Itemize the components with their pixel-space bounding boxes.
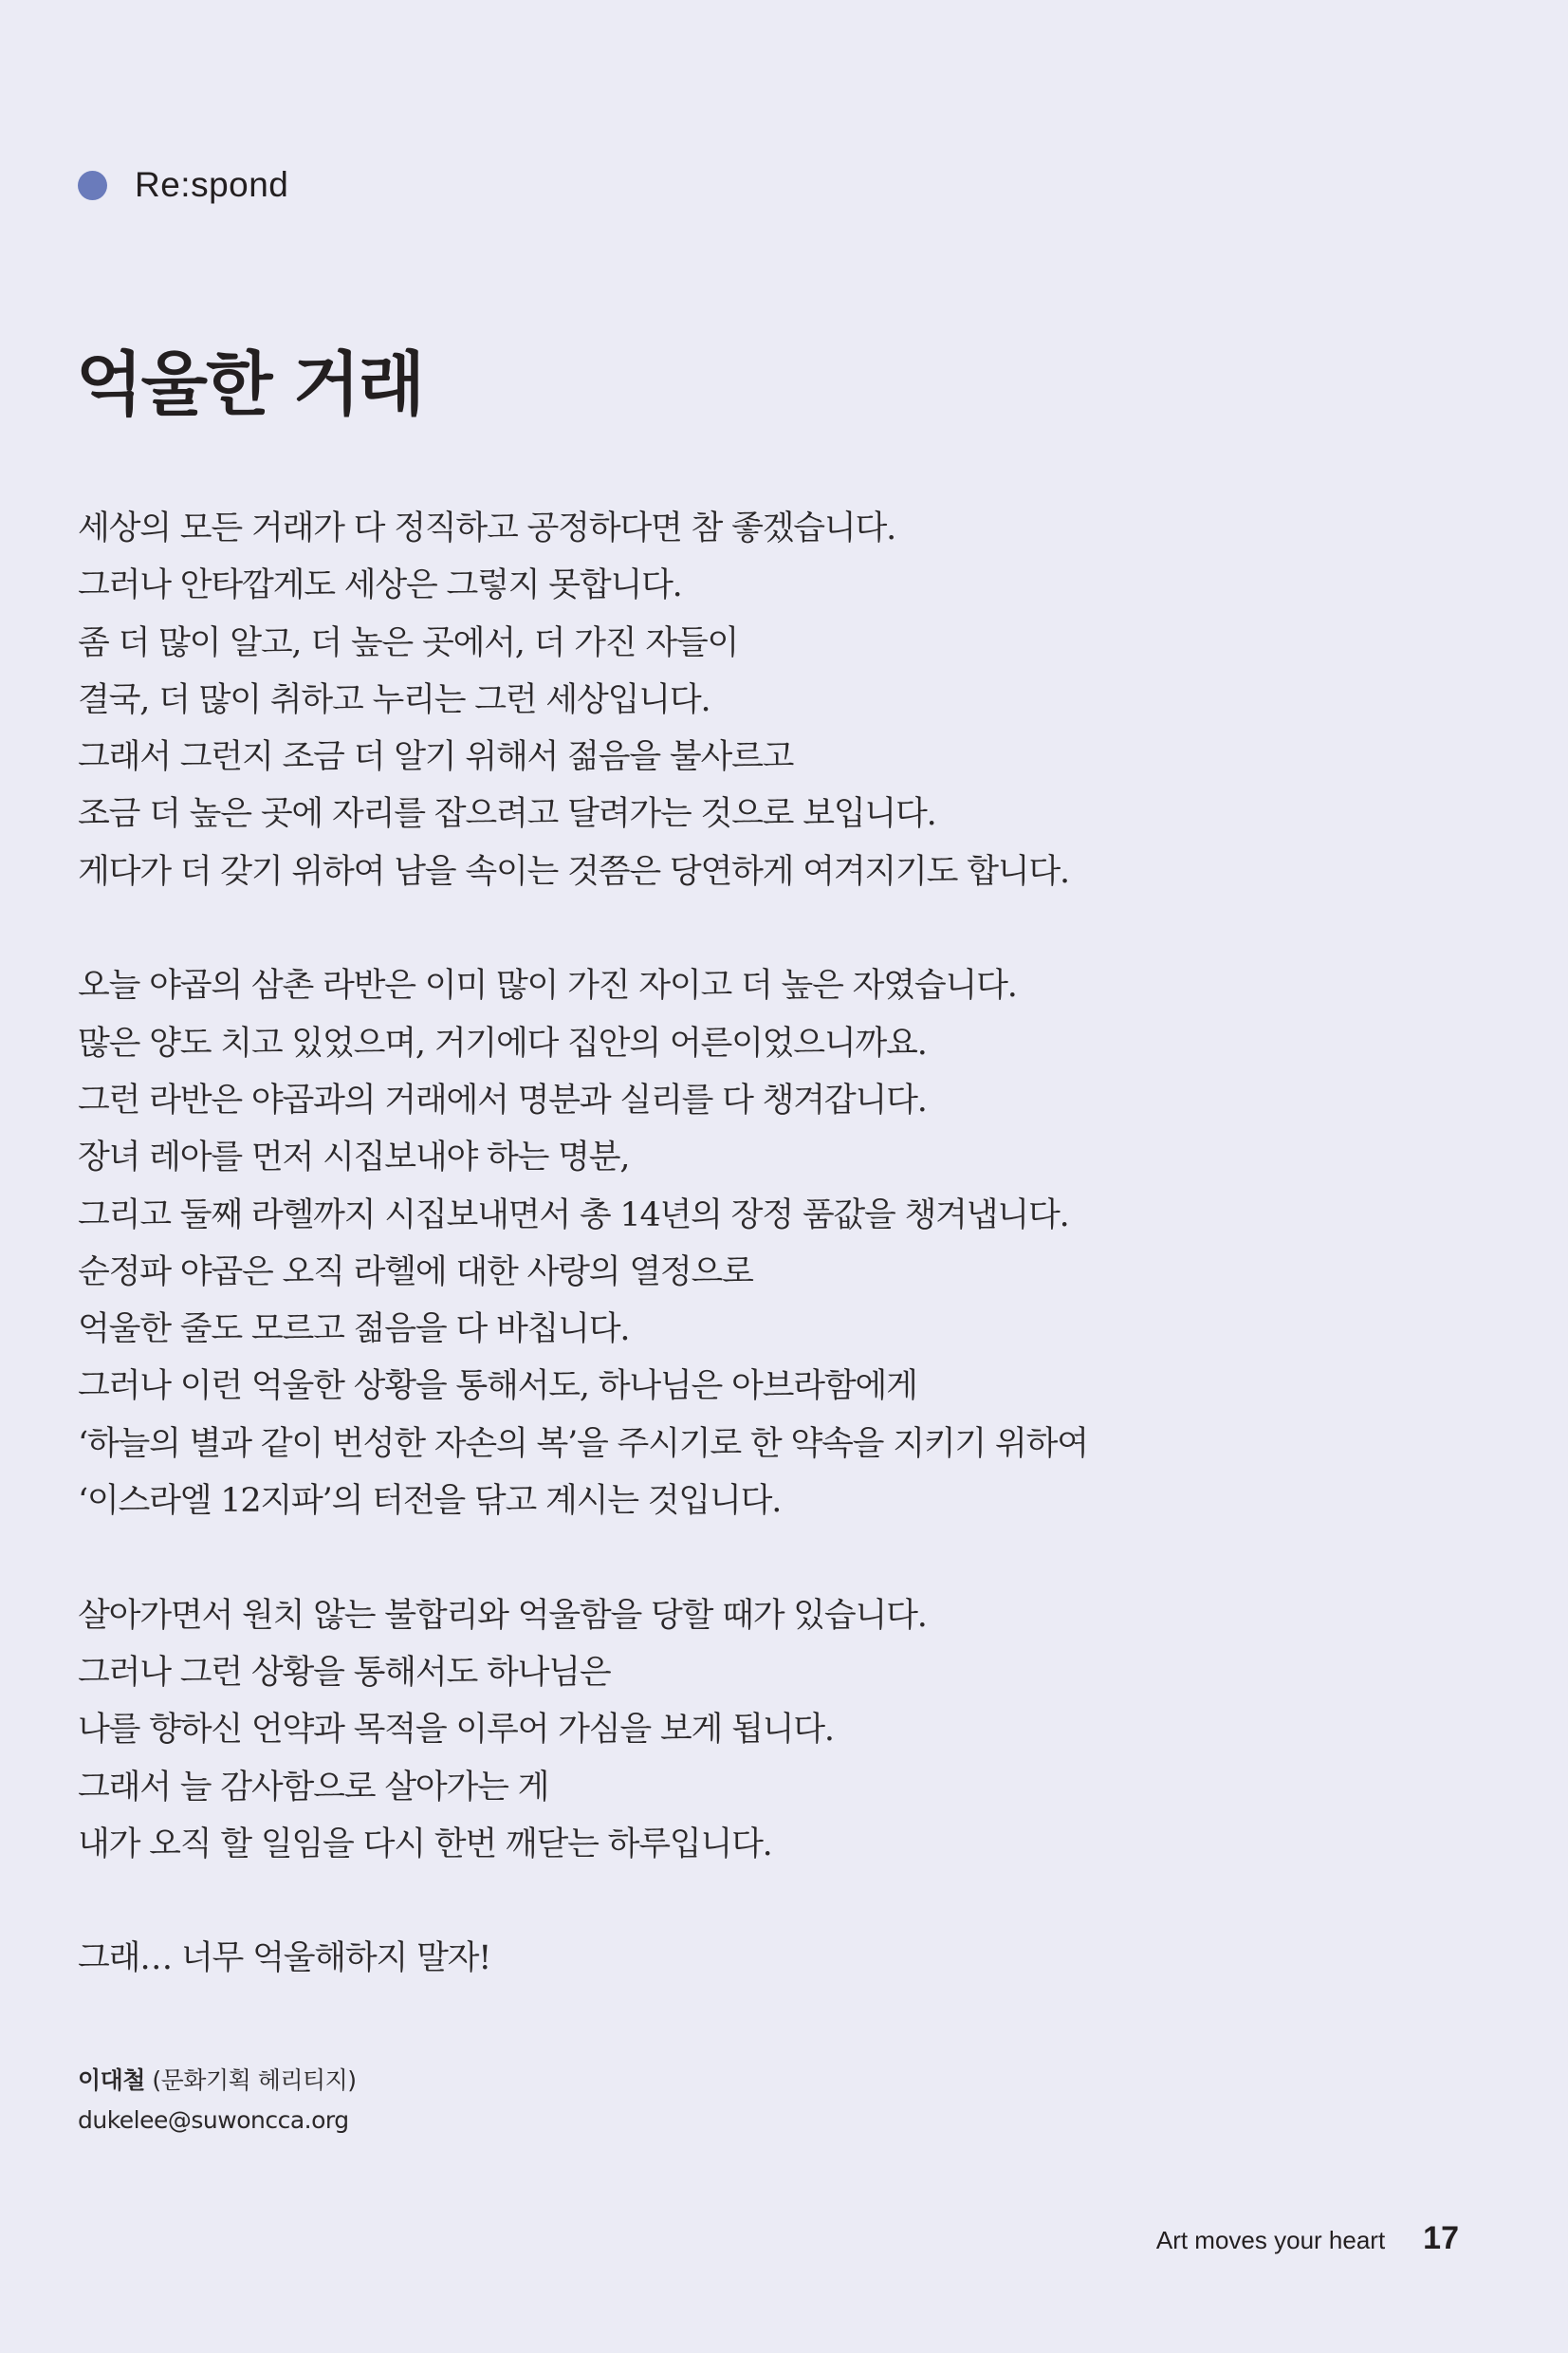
author-name: 이대철: [78, 2066, 145, 2094]
paragraph-line: 조금 더 높은 곳에 자리를 잡으려고 달려가는 것으로 보입니다.: [78, 795, 936, 834]
author-affiliation: (문화기획 헤리티지): [152, 2066, 357, 2094]
author-line: [78, 2061, 357, 2101]
paragraph-line: ‘하늘의 별과 같이 번성한 자손의 복’을 주시기로 한 약속을 지키기 위하여: [78, 1424, 1088, 1463]
paragraph-line: 순정파 야곱은 오직 라헬에 대한 사랑의 열정으로: [78, 1252, 753, 1291]
paragraph-line: 살아가면서 원치 않는 불합리와 억울함을 당할 때가 있습니다.: [78, 1596, 927, 1635]
article-paragraph: [78, 500, 1197, 900]
paragraph-line: 그러나 그런 상황을 통해서도 하나님은: [78, 1653, 611, 1692]
paragraph-line: 나를 향하신 언약과 목적을 이루어 가심을 보게 됩니다.: [78, 1711, 834, 1750]
section-tag: [78, 157, 288, 213]
paragraph-line: 장녀 레아를 먼저 시집보내야 하는 명분,: [78, 1139, 630, 1177]
page-footer: [1156, 2220, 1459, 2257]
article-body: [78, 500, 1197, 1988]
paragraph-line: 그래서 늘 감사함으로 살아가는 게: [78, 1768, 549, 1806]
author-email: dukelee@suwoncca.org: [78, 2106, 349, 2134]
paragraph-line: 내가 오직 할 일임을 다시 한번 깨닫는 하루입니다.: [78, 1825, 772, 1863]
paragraph-line: 그러나 안타깝게도 세상은 그렇지 못합니다.: [78, 566, 682, 605]
section-bullet-icon: [78, 171, 107, 200]
paragraph-line: 좀 더 많이 알고, 더 높은 곳에서, 더 가진 자들이: [78, 623, 739, 662]
paragraph-line: 결국, 더 많이 취하고 누리는 그런 세상입니다.: [78, 680, 710, 719]
paragraph-line: 그리고 둘째 라헬까지 시집보내면서 총 14년의 장정 품값을 챙겨냅니다.: [78, 1195, 1069, 1234]
author-block: [78, 2061, 357, 2140]
section-label: Re:spond: [135, 165, 289, 204]
article-title: 억울한 거래: [76, 343, 424, 425]
paragraph-line: ‘이스라엘 12지파’의 터전을 닦고 계시는 것입니다.: [78, 1482, 782, 1521]
paragraph-line: 게다가 더 갖기 위하여 남을 속이는 것쯤은 당연하게 여겨지기도 합니다.: [78, 852, 1069, 891]
paragraph-line: 많은 양도 치고 있었으며, 거기에다 집안의 어른이었으니까요.: [78, 1024, 927, 1063]
article-paragraph: [78, 1930, 1197, 1987]
paragraph-line: 억울한 줄도 모르고 젊음을 다 바칩니다.: [78, 1310, 630, 1349]
article-paragraph: [78, 1587, 1197, 1873]
page-number: 17: [1423, 2220, 1459, 2256]
paragraph-line: 그래서 그런지 조금 더 알기 위해서 젊음을 불사르고: [78, 738, 794, 777]
paragraph-line: 그러나 이런 억울한 상황을 통해서도, 하나님은 아브라함에게: [78, 1367, 917, 1406]
footer-slogan: Art moves your heart: [1155, 2226, 1386, 2254]
paragraph-line: 오늘 야곱의 삼촌 라반은 이미 많이 가진 자이고 더 높은 자였습니다.: [78, 967, 1017, 1006]
paragraph-line: 그런 라반은 야곱과의 거래에서 명분과 실리를 다 챙겨갑니다.: [78, 1081, 927, 1120]
paragraph-line: 세상의 모든 거래가 다 정직하고 공정하다면 참 좋겠습니다.: [78, 510, 896, 547]
paragraph-line: 그래… 너무 억울해하지 말자!: [78, 1939, 491, 1978]
article-paragraph: [78, 957, 1197, 1529]
